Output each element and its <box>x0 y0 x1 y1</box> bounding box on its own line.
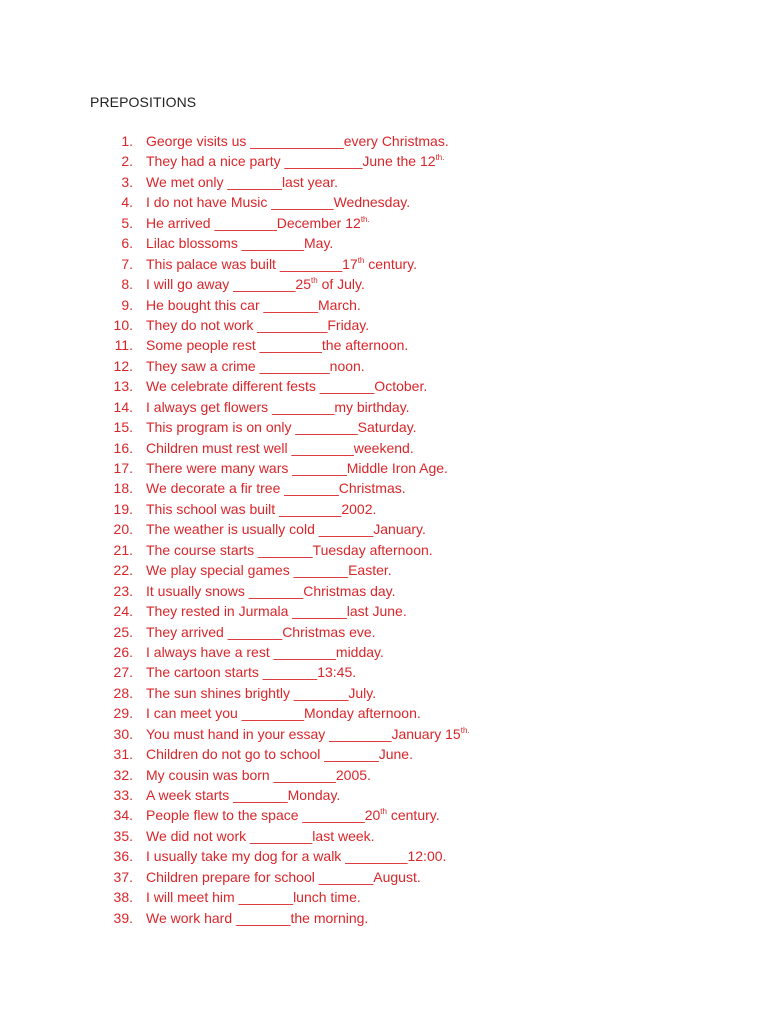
exercise-sentence <box>146 540 433 560</box>
exercise-number: 29. <box>113 705 133 722</box>
exercise-number: 34. <box>113 807 133 824</box>
sentence-text: It usually snows _______Christmas day. <box>146 582 396 599</box>
exercise-number: 21. <box>113 541 133 558</box>
exercise-item <box>0 438 768 458</box>
exercise-number: 10. <box>113 316 133 333</box>
exercise-item <box>0 826 768 846</box>
exercise-sentence <box>146 213 370 233</box>
exercise-item <box>0 213 768 233</box>
exercise-item <box>0 540 768 560</box>
sentence-text: This school was built ________2002. <box>146 500 377 517</box>
exercise-number: 15. <box>113 419 133 436</box>
sentence-text: This palace was built ________17 <box>146 255 358 272</box>
sentence-text: I usually take my dog for a walk ________12:00. <box>146 848 447 865</box>
exercise-number: 13. <box>113 378 133 395</box>
sentence-text: The course starts _______Tuesday afternoon. <box>146 541 433 558</box>
exercise-item <box>0 703 768 723</box>
exercise-item <box>0 458 768 478</box>
sentence-text: The weather is usually cold _______January. <box>146 521 426 538</box>
exercise-item <box>0 908 768 928</box>
exercise-number: 25. <box>113 623 133 640</box>
exercise-item <box>0 131 768 151</box>
exercise-item <box>0 683 768 703</box>
exercise-number: 30. <box>113 725 133 742</box>
exercise-item <box>0 295 768 315</box>
exercise-number: 5. <box>121 214 133 231</box>
exercise-sentence <box>146 908 368 928</box>
exercise-item <box>0 274 768 294</box>
exercise-sentence <box>146 765 371 785</box>
sentence-text: I can meet you ________Monday afternoon. <box>146 705 421 722</box>
exercise-sentence <box>146 867 421 887</box>
exercise-sentence <box>146 397 410 417</box>
exercise-sentence <box>146 499 376 519</box>
exercise-sentence <box>146 417 417 437</box>
sentence-text: They saw a crime _________noon. <box>146 357 365 374</box>
ordinal-suffix: th <box>380 807 387 817</box>
exercise-sentence <box>146 622 376 642</box>
sentence-text: We decorate a fir tree _______Christmas. <box>146 480 406 497</box>
sentence-text: This program is on only ________Saturday. <box>146 419 417 436</box>
exercise-sentence <box>146 826 375 846</box>
exercise-number: 17. <box>113 460 133 476</box>
exercise-number: 8. <box>121 276 133 293</box>
exercise-sentence <box>146 335 408 355</box>
exercise-item <box>0 805 768 825</box>
exercise-sentence <box>146 662 356 682</box>
exercise-sentence <box>146 887 361 907</box>
ordinal-suffix: th. <box>360 214 370 224</box>
exercise-sentence <box>146 744 413 764</box>
exercise-number: 22. <box>113 562 133 579</box>
sentence-text: They arrived _______Christmas eve. <box>146 623 376 640</box>
exercise-sentence <box>146 642 384 662</box>
sentence-text: We celebrate different fests _______October. <box>146 378 428 395</box>
sentence-text: He bought this car _______March. <box>146 296 361 313</box>
exercise-number: 2. <box>121 153 133 170</box>
exercise-item <box>0 642 768 662</box>
exercise-item <box>0 397 768 417</box>
exercise-number: 6. <box>121 235 133 252</box>
exercise-sentence <box>146 805 440 825</box>
exercise-sentence <box>146 519 426 539</box>
sentence-text: I always have a rest ________midday. <box>146 643 384 660</box>
sentence-text: Some people rest ________the afternoon. <box>146 337 409 354</box>
exercise-number: 32. <box>113 766 133 783</box>
exercise-number: 7. <box>121 255 133 272</box>
ordinal-suffix: th. <box>435 153 445 163</box>
exercise-number: 33. <box>113 787 133 803</box>
sentence-text: I will meet him _______lunch time. <box>146 889 361 906</box>
sentence-text: Children must rest well ________weekend. <box>146 439 414 456</box>
exercise-number: 26. <box>113 643 133 660</box>
exercise-sentence <box>146 683 376 703</box>
exercise-sentence <box>146 356 365 376</box>
exercise-number: 16. <box>113 439 133 456</box>
exercise-sentence <box>146 560 392 580</box>
exercise-sentence <box>146 254 417 274</box>
sentence-text: century. <box>364 255 418 272</box>
sentence-text: We did not work ________last week. <box>146 827 375 844</box>
exercise-sentence <box>146 192 410 212</box>
exercise-item <box>0 233 768 253</box>
ordinal-suffix: th <box>311 276 318 286</box>
exercise-number: 38. <box>113 889 133 906</box>
exercise-sentence <box>146 601 407 621</box>
sentence-text: He arrived ________December 12 <box>146 214 361 231</box>
exercise-sentence <box>146 581 396 601</box>
exercise-sentence <box>146 846 446 866</box>
exercise-sentence <box>146 172 338 192</box>
exercise-number: 24. <box>113 603 133 620</box>
sentence-text: You must hand in your essay ________January 15 <box>146 725 461 742</box>
exercise-sentence <box>146 151 444 171</box>
exercise-item <box>0 192 768 212</box>
exercise-item <box>0 560 768 580</box>
exercise-number: 1. <box>121 133 133 149</box>
exercise-item <box>0 785 768 805</box>
sentence-text: They rested in Jurmala _______last June. <box>146 603 407 620</box>
exercise-sentence <box>146 295 361 315</box>
exercise-sentence <box>146 233 333 253</box>
exercise-number: 28. <box>113 684 133 701</box>
exercise-item <box>0 315 768 335</box>
sentence-text: I always get flowers ________my birthday. <box>146 398 410 415</box>
sentence-text: We met only _______last year. <box>146 173 338 190</box>
sentence-text: I do not have Music ________Wednesday. <box>146 194 411 211</box>
exercise-list <box>0 131 768 928</box>
exercise-sentence <box>146 724 470 744</box>
exercise-number: 27. <box>113 664 133 681</box>
exercise-number: 35. <box>113 827 133 844</box>
exercise-number: 3. <box>121 173 133 190</box>
exercise-number: 36. <box>113 848 133 865</box>
exercise-sentence <box>146 438 414 458</box>
exercise-item <box>0 622 768 642</box>
ordinal-suffix: th <box>357 255 365 265</box>
exercise-item <box>0 478 768 498</box>
sentence-text: Children do not go to school _______June. <box>146 746 413 763</box>
exercise-sentence <box>146 274 365 294</box>
exercise-item <box>0 744 768 764</box>
sentence-text: People flew to the space ________20 <box>146 807 381 824</box>
exercise-sentence <box>146 478 406 498</box>
exercise-item <box>0 356 768 376</box>
exercise-number: 23. <box>113 582 133 599</box>
exercise-number: 4. <box>121 194 133 211</box>
exercise-item <box>0 335 768 355</box>
exercise-number: 31. <box>113 746 133 763</box>
sentence-text: They do not work _________Friday. <box>146 316 370 333</box>
exercise-sentence <box>146 315 369 335</box>
exercise-number: 37. <box>113 868 133 885</box>
exercise-sentence <box>146 376 427 396</box>
exercise-sentence <box>146 785 340 805</box>
exercise-item <box>0 724 768 744</box>
exercise-number: 12. <box>113 357 133 374</box>
sentence-text: A week starts _______Monday. <box>146 787 341 803</box>
exercise-item <box>0 887 768 907</box>
sentence-text: George visits us ____________every Christmas. <box>146 133 449 149</box>
sentence-text: Lilac blossoms ________May. <box>146 235 334 252</box>
exercise-number: 18. <box>113 480 133 497</box>
sentence-text: The sun shines brightly _______July. <box>146 684 377 701</box>
exercise-item <box>0 172 768 192</box>
exercise-item <box>0 581 768 601</box>
sentence-text: Children prepare for school _______August. <box>146 868 421 885</box>
sentence-text: The cartoon starts _______13:45. <box>146 664 357 681</box>
exercise-number: 19. <box>113 500 133 517</box>
exercise-item <box>0 254 768 274</box>
exercise-number: 14. <box>113 398 133 415</box>
exercise-sentence <box>146 458 448 478</box>
sentence-text: They had a nice party __________June the 12 <box>146 153 436 170</box>
sentence-text: We work hard _______the morning. <box>146 909 369 926</box>
exercise-item <box>0 765 768 785</box>
exercise-item <box>0 867 768 887</box>
exercise-sentence <box>146 131 449 151</box>
sentence-text: We play special games _______Easter. <box>146 562 392 579</box>
exercise-item <box>0 151 768 171</box>
sentence-text: century. <box>386 807 440 824</box>
exercise-item <box>0 662 768 682</box>
sentence-text: of July. <box>317 276 365 293</box>
exercise-item <box>0 519 768 539</box>
sentence-text: I will go away ________25 <box>146 276 312 293</box>
exercise-number: 11. <box>114 337 133 354</box>
exercise-item <box>0 601 768 621</box>
sentence-text: My cousin was born ________2005. <box>146 766 371 783</box>
exercise-item <box>0 376 768 396</box>
exercise-item <box>0 846 768 866</box>
ordinal-suffix: th. <box>460 725 470 735</box>
exercise-sentence <box>146 703 421 723</box>
exercise-number: 9. <box>121 296 133 313</box>
exercise-number: 39. <box>113 909 133 926</box>
exercise-item <box>0 499 768 519</box>
sentence-text: There were many wars _______Middle Iron Age. <box>146 460 448 476</box>
exercise-item <box>0 417 768 437</box>
exercise-number: 20. <box>113 521 133 538</box>
page-title: PREPOSITIONS <box>90 94 197 110</box>
